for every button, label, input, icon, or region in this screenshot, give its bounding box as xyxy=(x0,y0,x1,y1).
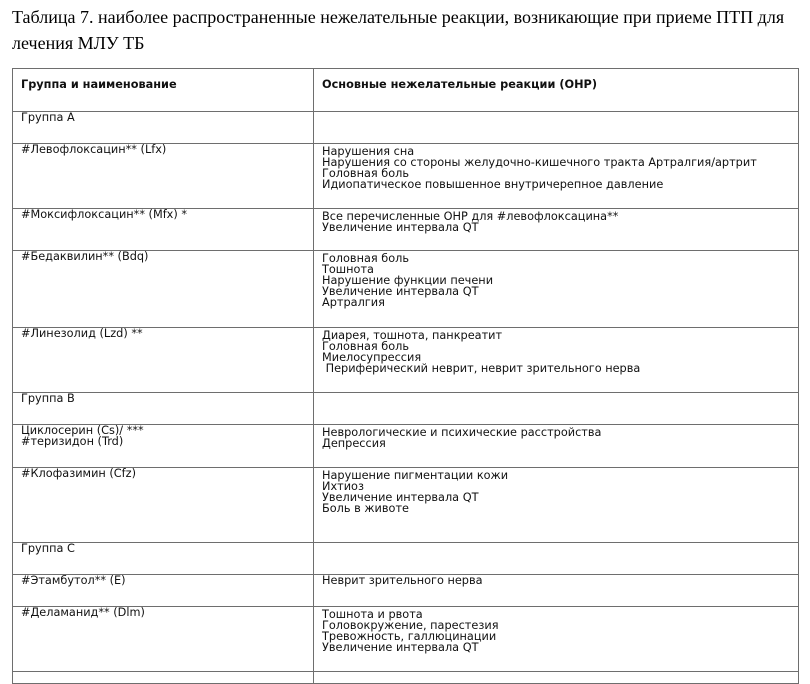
adverse-reaction-line: Тошнота xyxy=(322,263,374,276)
adverse-reaction-line: Тревожность, галлюцинации xyxy=(322,630,497,643)
adverse-reaction-line: Нарушение функции печени xyxy=(322,274,494,287)
table-row xyxy=(13,575,799,607)
table-header-row xyxy=(13,69,799,112)
table-row xyxy=(13,328,799,393)
adverse-reaction-line: Увеличение интервала QT xyxy=(322,641,479,654)
drug-name-cell: #Моксифлоксацин** (Mfx) * xyxy=(13,209,314,251)
table-row xyxy=(13,607,799,672)
adverse-reaction-line: Тошнота и рвота xyxy=(322,608,423,621)
adverse-reaction-line: Неврологические и психические расстройства xyxy=(322,426,602,439)
adverse-reactions-cell xyxy=(314,251,799,328)
table-row xyxy=(13,543,799,575)
adverse-reactions-table xyxy=(12,68,799,684)
drug-name-cell: #Бедаквилин** (Bdq) xyxy=(13,251,314,328)
adverse-reactions-cell xyxy=(314,575,799,607)
adverse-reaction-line: Нарушения сна xyxy=(322,145,415,158)
adverse-reactions-cell xyxy=(314,144,799,209)
adverse-reaction-line: Увеличение интервала QT xyxy=(322,221,479,234)
adverse-reaction-line: Идиопатическое повышенное внутричерепное давление xyxy=(322,178,664,191)
drug-name-cell: #Этамбутол** (E) xyxy=(13,575,314,607)
adverse-reactions-cell xyxy=(314,112,799,144)
drug-name-cell: Группа С xyxy=(13,543,314,575)
header-adverse-reactions: Основные нежелательные реакции (ОНР) xyxy=(314,69,799,112)
adverse-reaction-line: Боль в животе xyxy=(322,502,409,515)
adverse-reaction-line: Головная боль xyxy=(322,252,410,265)
table-row xyxy=(13,468,799,543)
drug-name-cell: #Клофазимин (Cfz) xyxy=(13,468,314,543)
adverse-reaction-line: Неврит зрительного нерва xyxy=(322,574,483,587)
table-row xyxy=(13,672,799,684)
table-row xyxy=(13,425,799,468)
adverse-reactions-cell xyxy=(314,543,799,575)
drug-name-cell: #Левофлоксацин** (Lfx) xyxy=(13,144,314,209)
adverse-reaction-line: Нарушение пигментации кожи xyxy=(322,469,509,482)
drug-name-cell: Группа А xyxy=(13,112,314,144)
adverse-reactions-cell xyxy=(314,672,799,684)
adverse-reaction-line: Ихтиоз xyxy=(322,480,364,493)
adverse-reaction-line: Головная боль xyxy=(322,167,410,180)
adverse-reaction-line: Миелосупрессия xyxy=(322,351,422,364)
adverse-reaction-line: Увеличение интервала QT xyxy=(322,285,479,298)
drug-name-cell: #Линезолид (Lzd) ** xyxy=(13,328,314,393)
adverse-reaction-line: Артралгия xyxy=(322,296,385,309)
header-group-name: Группа и наименование xyxy=(13,69,314,112)
adverse-reaction-line: Все перечисленные ОНР для #левофлоксацина** xyxy=(322,210,619,223)
adverse-reactions-cell xyxy=(314,209,799,251)
adverse-reactions-cell xyxy=(314,328,799,393)
adverse-reaction-line: Увеличение интервала QT xyxy=(322,491,479,504)
adverse-reactions-cell xyxy=(314,393,799,425)
adverse-reaction-line: Периферический неврит, неврит зрительного нерва xyxy=(322,362,641,375)
table-row xyxy=(13,393,799,425)
drug-name-cell xyxy=(13,672,314,684)
drug-name-cell: Циклосерин (Cs)/ *** #теризидон (Trd) xyxy=(13,425,314,468)
drug-name-cell: Группа В xyxy=(13,393,314,425)
adverse-reactions-cell xyxy=(314,468,799,543)
table-row xyxy=(13,144,799,209)
adverse-reaction-line: Головокружение, парестезия xyxy=(322,619,499,632)
table-row xyxy=(13,112,799,144)
adverse-reactions-cell xyxy=(314,607,799,672)
adverse-reaction-line: Головная боль xyxy=(322,340,410,353)
table-caption: Таблица 7. наиболее распространенные нежелательные реакции, возникающие при приеме ПТП для лечения МЛУ ТБ xyxy=(12,7,785,53)
table-row xyxy=(13,251,799,328)
adverse-reaction-line: Нарушения со стороны желудочно-кишечного тракта Артралгия/артрит xyxy=(322,156,757,169)
table-row xyxy=(13,209,799,251)
adverse-reaction-line: Депрессия xyxy=(322,437,386,450)
adverse-reactions-cell xyxy=(314,425,799,468)
adverse-reaction-line: Диарея, тошнота, панкреатит xyxy=(322,329,503,342)
drug-name-cell: #Деламанид** (Dlm) xyxy=(13,607,314,672)
